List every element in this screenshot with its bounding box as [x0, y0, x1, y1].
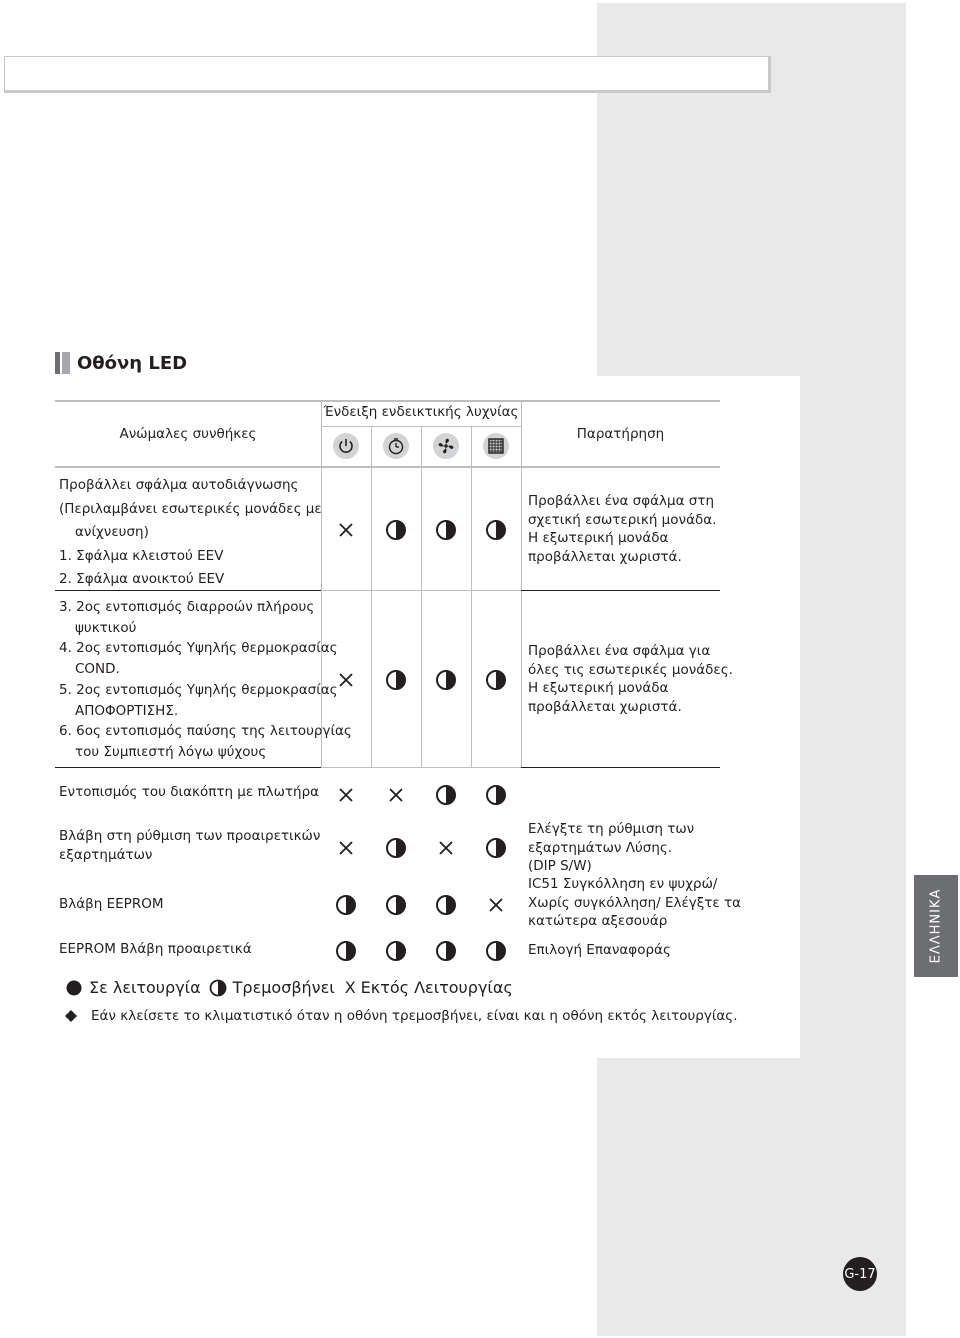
language-tab-label: ΕΛΛΗΝΙΚΑ — [928, 888, 944, 964]
condition-text: 2. Σφάλμα ανοικτού EEV — [59, 571, 225, 587]
condition-text: 5. 2ος εντοπισμός Υψηλής θερμοκρασίας — [59, 681, 338, 698]
row-rule — [321, 590, 521, 591]
filter-icon — [483, 433, 509, 459]
condition-text: Βλάβη EEPROM — [59, 896, 164, 912]
remark-text: Επιλογή Επαναφοράς — [528, 942, 671, 958]
blink-circle-icon — [435, 894, 457, 916]
off-x-icon — [335, 669, 357, 691]
remark-text: Η εξωτερική μονάδα — [528, 680, 669, 696]
background-panel-lower — [800, 376, 906, 1336]
column-divider — [421, 426, 422, 768]
condition-text: Εντοπισμός του διακόπτη με πλωτήρα — [59, 784, 320, 800]
legend-off-symbol: X — [344, 978, 356, 997]
remark-text: Προβάλλει ένα σφάλμα για — [528, 643, 711, 659]
legend-off-label: Εκτός Λειτουργίας — [360, 978, 513, 997]
condition-text: 6. 6ος εντοπισμός παύσης της λειτουργίας — [59, 723, 352, 740]
blink-circle-icon — [385, 940, 407, 962]
blink-circle-icon — [435, 784, 457, 806]
row-rule — [55, 767, 321, 768]
blink-circle-icon — [385, 894, 407, 916]
off-x-icon — [435, 837, 457, 859]
condition-text: του Συμπιεστή λόγω ψύχους — [75, 743, 267, 760]
diamond-bullet-icon — [65, 1010, 77, 1022]
blink-circle-icon — [435, 940, 457, 962]
condition-text: (Περιλαμβάνει εσωτερικές μονάδες με — [59, 500, 322, 517]
blink-circle-icon — [435, 519, 457, 541]
legend-blink-label: Τρεμοσβήνει — [232, 978, 335, 997]
remark-text: Χωρίς συγκόλληση/ Ελέγξτε τα — [528, 894, 742, 911]
condition-text: ΑΠΟΦΟΡΤΙΣΗΣ. — [75, 702, 179, 719]
on-circle-icon — [65, 979, 83, 997]
blink-circle-icon — [385, 519, 407, 541]
header-remark: Παρατήρηση — [576, 426, 665, 442]
row-rule — [521, 590, 720, 591]
header-bar — [4, 56, 771, 93]
remark-text: (DIP S/W) — [528, 858, 592, 874]
remark-text: κατώτερα αξεσουάρ — [528, 913, 668, 929]
header-condition: Ανώμαλες συνθήκες — [119, 426, 257, 442]
note-text: Εάν κλείσετε το κλιματιστικό όταν η οθόνη τρεμοσβήνει, είναι και η οθόνη εκτός λειτουργίας. — [91, 1008, 738, 1024]
fan-icon — [433, 433, 459, 459]
blink-circle-icon — [485, 940, 507, 962]
condition-text: 3. 2ος εντοπισμός διαρροών πλήρους — [59, 599, 315, 615]
blink-circle-icon — [385, 669, 407, 691]
header-indicator: Ένδειξη ενδεικτικής λυχνίας — [323, 404, 519, 420]
column-divider — [321, 400, 322, 768]
power-icon — [333, 433, 359, 459]
remark-text: προβάλλεται χωριστά. — [528, 548, 682, 565]
condition-text: 1. Σφάλμα κλειστού EEV — [59, 547, 224, 564]
blink-circle-icon — [485, 784, 507, 806]
page-number: G-17 — [843, 1257, 877, 1291]
row-rule — [321, 767, 521, 768]
condition-text: EEPROM Βλάβη προαιρετικά — [59, 941, 252, 957]
page-title: Οθόνη LED — [77, 352, 188, 374]
remark-text: IC51 Συγκόλληση εν ψυχρώ/ — [528, 876, 718, 892]
remark-text: εξαρτημάτων Λύσης. — [528, 839, 673, 856]
note — [65, 1008, 738, 1024]
timer-icon — [383, 433, 409, 459]
condition-text: ψυκτικού — [75, 619, 137, 636]
blink-circle-icon — [485, 519, 507, 541]
condition-text: 4. 2ος εντοπισμός Υψηλής θερμοκρασίας — [59, 640, 338, 657]
blink-circle-icon — [335, 894, 357, 916]
blink-circle-icon — [385, 837, 407, 859]
blink-circle-icon — [435, 669, 457, 691]
blink-circle-icon — [485, 837, 507, 859]
column-divider — [521, 400, 522, 768]
condition-text: εξαρτημάτων — [59, 846, 153, 863]
blink-circle-icon — [335, 940, 357, 962]
legend — [65, 978, 513, 997]
blink-circle-icon — [209, 979, 227, 997]
section-title — [55, 352, 187, 374]
title-marker — [62, 352, 70, 374]
column-divider — [471, 426, 472, 768]
off-x-icon — [485, 894, 507, 916]
column-divider — [371, 426, 372, 768]
off-x-icon — [335, 519, 357, 541]
header-left-rule — [55, 400, 321, 402]
row-rule — [521, 767, 720, 768]
remark-text: Ελέγξτε τη ρύθμιση των — [528, 821, 695, 837]
off-x-icon — [385, 784, 407, 806]
blink-circle-icon — [485, 669, 507, 691]
condition-text: Προβάλλει σφάλμα αυτοδιάγνωσης — [59, 477, 299, 493]
remark-text: Η εξωτερική μονάδα — [528, 530, 669, 546]
remark-text: όλες τις εσωτερικές μονάδες. — [528, 661, 733, 678]
legend-on-label: Σε λειτουργία — [89, 978, 201, 997]
condition-text: Βλάβη στη ρύθμιση των προαιρετικών — [59, 828, 321, 844]
off-x-icon — [335, 837, 357, 859]
condition-text: COND. — [75, 661, 120, 678]
title-marker — [55, 352, 60, 374]
condition-text: ανίχνευση) — [75, 524, 149, 540]
header-bottom-rule — [55, 466, 720, 468]
off-x-icon — [335, 784, 357, 806]
remark-text: Προβάλλει ένα σφάλμα στη — [528, 493, 715, 509]
remark-text: προβάλλεται χωριστά. — [528, 698, 682, 715]
remark-text: σχετική εσωτερική μονάδα. — [528, 511, 717, 528]
language-tab — [914, 875, 958, 977]
